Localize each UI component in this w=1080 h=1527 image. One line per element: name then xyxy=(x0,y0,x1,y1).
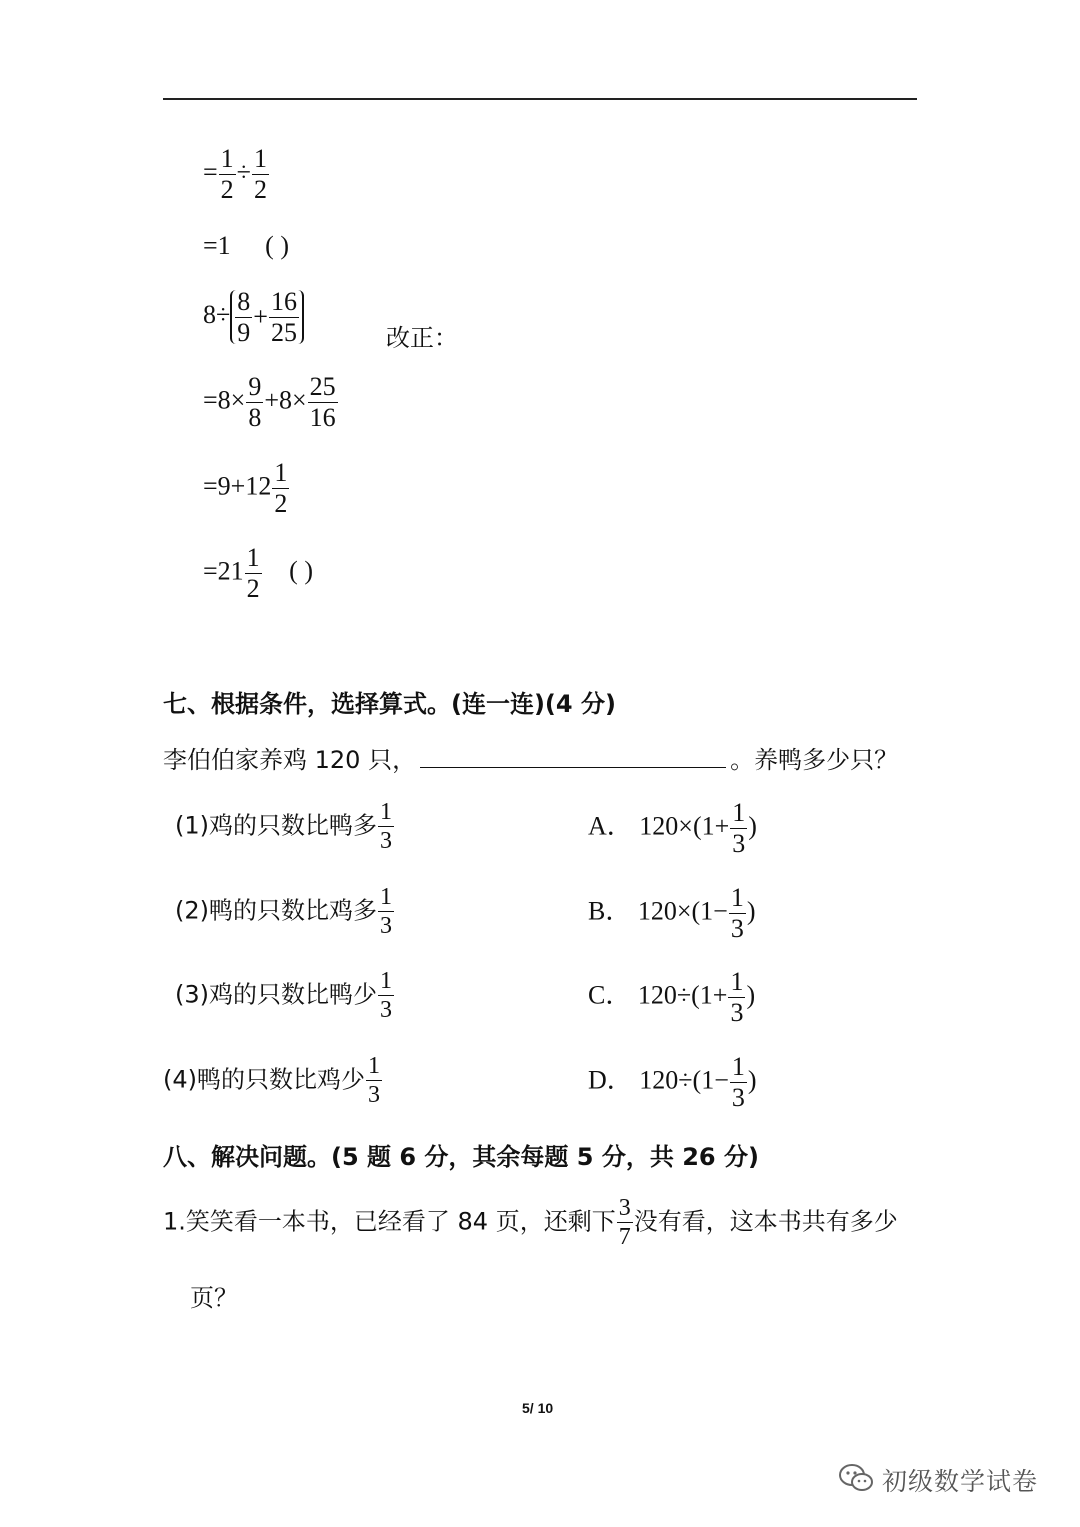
condition-1[interactable]: (1)鸡的只数比鸭多 $\frac{1}{3}$ xyxy=(175,799,392,854)
watermark xyxy=(838,1462,1038,1498)
step-6 xyxy=(203,545,313,602)
fraction: $\frac{16}{25}$ xyxy=(270,286,297,347)
step-lead: =8× xyxy=(203,385,246,415)
step-lead: =9+12 xyxy=(203,471,272,501)
judge-parentheses: ( ) xyxy=(265,231,289,260)
fraction: $\frac{1}{3}$ xyxy=(732,798,746,858)
fraction: $\frac{1}{3}$ xyxy=(380,884,392,939)
condition-3[interactable]: (3)鸡的只数比鸭少 $\frac{1}{3}$ xyxy=(175,968,392,1023)
question-text: 没有看，这本书共有多少 xyxy=(633,1207,898,1236)
watermark-text: 初级数学试卷 xyxy=(882,1467,1039,1496)
judge-parentheses: ( ) xyxy=(289,556,313,586)
equals-sign: = xyxy=(203,157,218,187)
fraction: $\frac{1}{3}$ xyxy=(368,1053,380,1108)
fraction: $\frac{8}{9}$ xyxy=(237,286,251,347)
condition-4[interactable]: (4)鸭的只数比鸡少 $\frac{1}{3}$ xyxy=(163,1053,380,1108)
option-c[interactable]: C． 120÷(1+ $\frac{1}{3}$ ) xyxy=(588,967,756,1027)
wechat-icon xyxy=(838,1463,874,1497)
step-5 xyxy=(203,460,290,517)
fraction: $\frac{1}{3}$ xyxy=(380,968,392,1023)
fill-blank[interactable] xyxy=(420,745,726,768)
fraction: $\frac{25}{16}$ xyxy=(309,372,336,432)
step-lead: =21 xyxy=(203,556,244,586)
fraction: $\frac{1}{3}$ xyxy=(730,883,744,943)
parenthesized-sum xyxy=(230,286,304,347)
fraction: $\frac{1}{3}$ xyxy=(380,799,392,854)
question-text: 1.笑笑看一本书，已经看了 84 页，还剩下 xyxy=(163,1207,616,1236)
step-mid: +8× xyxy=(264,385,307,415)
plus-sign: + xyxy=(253,302,268,331)
step-3 xyxy=(203,286,304,347)
correction-label: 改正： xyxy=(386,324,458,352)
section-8-title: 八、解决问题。(5 题 6 分，其余每题 5 分，共 26 分) xyxy=(163,1143,759,1171)
option-label: C． xyxy=(588,980,632,1010)
fraction: $\frac{9}{8}$ xyxy=(248,372,262,432)
divide-sign: ÷ xyxy=(236,157,251,187)
prompt-question: 。养鸭多少只？ xyxy=(730,746,899,774)
step-value: =1 xyxy=(203,231,231,260)
step-4 xyxy=(203,374,339,431)
step-lead: 8÷ xyxy=(203,299,231,329)
question-1 xyxy=(163,1196,898,1249)
fraction: $\frac{1}{2}$ xyxy=(274,458,288,518)
option-d[interactable]: D． 120÷(1− $\frac{1}{3}$ ) xyxy=(588,1052,757,1112)
top-rule xyxy=(163,98,917,100)
fraction: $\frac{1}{2}$ xyxy=(253,144,267,204)
section-7-prompt xyxy=(163,740,898,775)
option-label: A． xyxy=(588,811,633,841)
step-2 xyxy=(203,233,289,259)
condition-2[interactable]: (2)鸭的只数比鸡多 $\frac{1}{3}$ xyxy=(175,884,392,939)
fraction: $\frac{1}{2}$ xyxy=(220,144,234,204)
step-1 xyxy=(203,146,270,203)
page-number: 5/ 10 xyxy=(522,1400,554,1416)
option-a[interactable]: A． 120×(1+ $\frac{1}{3}$ ) xyxy=(588,798,757,858)
option-label: B． xyxy=(588,896,632,926)
prompt-text: 李伯伯家养鸡 120 只， xyxy=(163,746,417,774)
section-7-title: 七、根据条件，选择算式。(连一连)(4 分) xyxy=(163,690,616,718)
fraction: $\frac{1}{2}$ xyxy=(246,543,260,603)
option-label: D． xyxy=(588,1065,633,1095)
fraction: $\frac{3}{7}$ xyxy=(618,1195,631,1250)
question-1-continued: 页？ xyxy=(190,1284,238,1312)
fraction: $\frac{1}{3}$ xyxy=(731,1052,745,1112)
option-b[interactable]: B． 120×(1− $\frac{1}{3}$ ) xyxy=(588,883,756,943)
fraction: $\frac{1}{3}$ xyxy=(730,967,744,1027)
